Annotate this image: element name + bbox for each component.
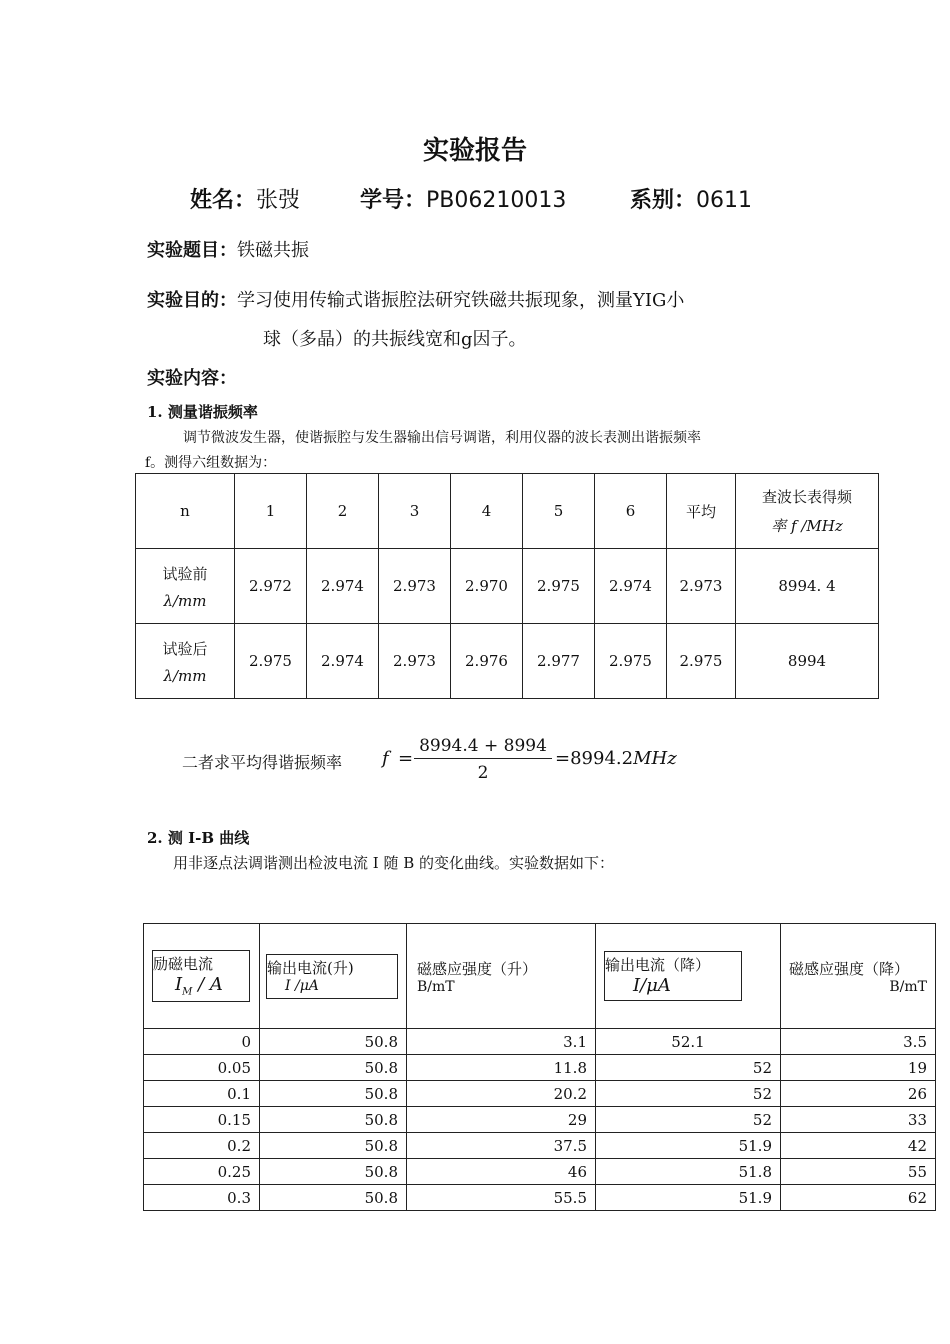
cell: 2.973 [379, 549, 451, 624]
cell: 0.15 [144, 1107, 260, 1133]
cell: 37.5 [407, 1133, 596, 1159]
header-cell: 平均 [667, 474, 736, 549]
formula-result: =8994.2MHz [555, 748, 677, 769]
cell: 29 [407, 1107, 596, 1133]
section1-paragraph-1: 调节微波发生器，使谐振腔与发生器输出信号调谐，利用仪器的波长表测出谐振频率 [183, 430, 701, 446]
purpose-text-1: 学习使用传输式谐振腔法研究铁磁共振现象，测量YIG小 [237, 290, 685, 311]
table-row [136, 549, 879, 624]
cell: 11.8 [407, 1055, 596, 1081]
table-header-row [144, 924, 936, 1029]
cell: 62 [781, 1185, 936, 1211]
name-value: 张弢 [256, 188, 301, 213]
header-output-current-up: 输出电流(升) I /μA [260, 924, 407, 1029]
cell: 52 [596, 1081, 781, 1107]
name-field [190, 183, 300, 217]
header-cell: 5 [523, 474, 595, 549]
cell: 2.975 [523, 549, 595, 624]
formula-prefix: 二者求平均得谐振频率 [182, 753, 343, 772]
topic-label: 实验题目： [147, 240, 237, 261]
average-formula [182, 736, 742, 796]
table-row [144, 1029, 936, 1055]
student-id-label: 学号： [360, 188, 427, 213]
student-id-field [360, 183, 566, 217]
cell: 8994. 4 [736, 549, 879, 624]
header-magnetic-field-down: 磁感应强度（降） B/mT [781, 924, 936, 1029]
formula-numerator: 8994.4 + 8994 [414, 736, 552, 759]
row-label: 试验前 λ/mm [136, 549, 235, 624]
cell: 55 [781, 1159, 936, 1185]
cell: 50.8 [260, 1107, 407, 1133]
table-row [144, 1133, 936, 1159]
department-field [630, 183, 752, 217]
cell: 2.976 [451, 624, 523, 699]
department-label: 系别： [630, 188, 697, 213]
header-cell: 3 [379, 474, 451, 549]
table-row [144, 1081, 936, 1107]
header-cell: 6 [595, 474, 667, 549]
cell: 26 [781, 1081, 936, 1107]
table-row [144, 1159, 936, 1185]
cell: 50.8 [260, 1029, 407, 1055]
cell: 2.974 [595, 549, 667, 624]
cell: 0.1 [144, 1081, 260, 1107]
cell: 50.8 [260, 1159, 407, 1185]
section2-heading: 2. 测 I-B 曲线 [147, 829, 250, 847]
cell: 51.8 [596, 1159, 781, 1185]
cell: 42 [781, 1133, 936, 1159]
header-excitation-current: 励磁电流 $I_M$ / A [144, 924, 260, 1029]
cell: 0.3 [144, 1185, 260, 1211]
name-label: 姓名： [190, 188, 257, 213]
cell: 2.977 [523, 624, 595, 699]
cell: 50.8 [260, 1133, 407, 1159]
header-freq-line1: 查波长表得频 [761, 488, 852, 506]
formula-fraction [414, 736, 552, 783]
cell: 50.8 [260, 1081, 407, 1107]
header-magnetic-field-up: 磁感应强度（升） B/mT [407, 924, 596, 1029]
table-row [144, 1185, 936, 1211]
cell: 2.972 [235, 549, 307, 624]
student-id-value: PB06210013 [426, 188, 567, 213]
cell: 52.1 [596, 1029, 781, 1055]
ib-curve-table [143, 923, 936, 1211]
cell: 3.5 [781, 1029, 936, 1055]
topic-text: 铁磁共振 [237, 240, 309, 261]
cell: 2.973 [667, 549, 736, 624]
cell: 52 [596, 1107, 781, 1133]
formula-eq: = [398, 748, 414, 769]
cell: 0 [144, 1029, 260, 1055]
table-header-row [136, 474, 879, 549]
purpose-line [147, 286, 684, 312]
cell: 2.975 [595, 624, 667, 699]
cell: 0.25 [144, 1159, 260, 1185]
cell: 19 [781, 1055, 936, 1081]
cell: 2.975 [667, 624, 736, 699]
table-row [136, 624, 879, 699]
report-title: 实验报告 [422, 136, 527, 166]
purpose-label: 实验目的： [147, 290, 237, 311]
section1-heading: 1. 测量谐振频率 [147, 403, 258, 421]
header-freq-line2: 率 f /MHz [771, 517, 843, 535]
header-cell: 2 [307, 474, 379, 549]
content-label: 实验内容： [147, 368, 237, 389]
table-row [144, 1107, 936, 1133]
header-cell: 1 [235, 474, 307, 549]
cell: 50.8 [260, 1055, 407, 1081]
cell: 2.975 [235, 624, 307, 699]
cell: 2.974 [307, 549, 379, 624]
cell: 2.973 [379, 624, 451, 699]
formula-var: f [382, 748, 389, 769]
frequency-table [135, 473, 879, 699]
department-value: 0611 [696, 188, 753, 213]
header-cell-frequency [736, 474, 879, 549]
cell: 55.5 [407, 1185, 596, 1211]
cell: 3.1 [407, 1029, 596, 1055]
header-output-current-down: 输出电流（降） I/μA [596, 924, 781, 1029]
section1-paragraph-2: f。测得六组数据为： [145, 455, 277, 471]
header-cell: n [136, 474, 235, 549]
cell: 20.2 [407, 1081, 596, 1107]
section2-paragraph: 用非逐点法调谐测出检波电流 I 随 B 的变化曲线。实验数据如下： [173, 854, 615, 872]
cell: 33 [781, 1107, 936, 1133]
cell: 51.9 [596, 1185, 781, 1211]
cell: 51.9 [596, 1133, 781, 1159]
row-label: 试验后 λ/mm [136, 624, 235, 699]
cell: 2.974 [307, 624, 379, 699]
header-cell: 4 [451, 474, 523, 549]
cell: 8994 [736, 624, 879, 699]
topic-line [147, 236, 309, 262]
cell: 50.8 [260, 1185, 407, 1211]
table-row [144, 1055, 936, 1081]
cell: 46 [407, 1159, 596, 1185]
cell: 0.05 [144, 1055, 260, 1081]
cell: 52 [596, 1055, 781, 1081]
purpose-text-2: 球（多晶）的共振线宽和g因子。 [263, 329, 527, 350]
cell: 2.970 [451, 549, 523, 624]
formula-denominator: 2 [477, 763, 489, 783]
cell: 0.2 [144, 1133, 260, 1159]
